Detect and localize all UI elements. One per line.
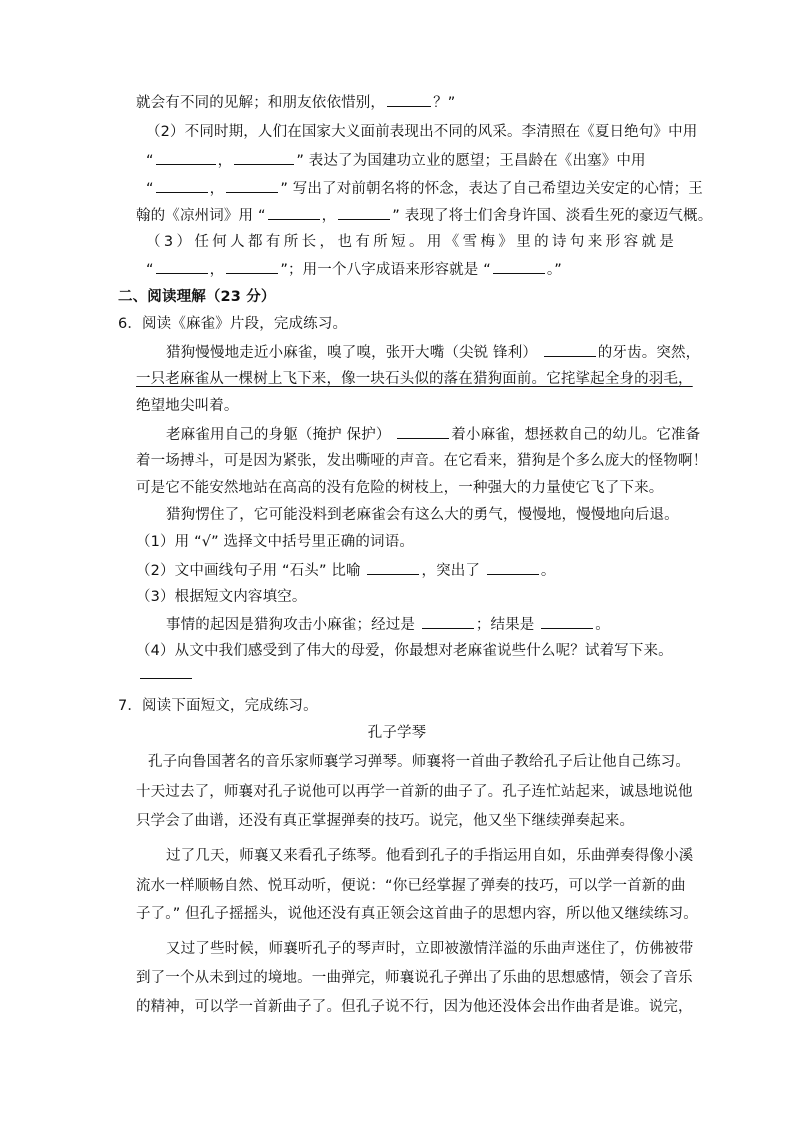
sub-question-3: （3）任何人都有所长，也有所短。用《雪梅》里的诗句来形容就是 xyxy=(146,234,674,250)
answer-blank[interactable] xyxy=(387,92,431,107)
passage-line: 过了几天，师襄又来看孔子练琴。他看到孔子的手指运用自如，乐曲弹奏得像小溪 xyxy=(166,848,694,864)
answer-line-4 xyxy=(146,178,703,199)
passage-line: 又过了些时候，师襄听孔子的琴声时，立即被激情洋溢的乐曲声迷住了，仿佛被带 xyxy=(166,941,694,957)
answer-blank[interactable] xyxy=(487,560,539,575)
text: ” 表达了为国建功立业的愿望；王昌龄在《出塞》中用 xyxy=(296,153,646,169)
answer-blank[interactable] xyxy=(544,342,596,357)
text: 。 xyxy=(595,617,610,633)
passage-line xyxy=(166,424,700,445)
fill-line xyxy=(166,614,610,635)
answer-blank[interactable] xyxy=(156,259,208,274)
answer-line-7 xyxy=(146,259,562,280)
text: ” 表现了将士们舍身许国、淡看生死的豪迈气概。 xyxy=(392,208,713,224)
passage-title: 孔子学琴 xyxy=(367,725,427,741)
text: 事情的起因是猎狗攻击小麻雀；经过是 xyxy=(166,617,416,633)
answer-line-3 xyxy=(146,150,646,171)
passage-line: 绝望地尖叫着。 xyxy=(136,398,239,414)
answer-blank[interactable] xyxy=(226,178,278,193)
text: ”；用一个八字成语来形容就是 “ xyxy=(280,262,491,278)
text: ？” xyxy=(433,95,456,111)
answer-blank[interactable] xyxy=(338,205,390,220)
question-7: 7．阅读下面短文，完成练习。 xyxy=(118,698,318,714)
text: 着小麻雀，想拯救自己的幼儿。它准备 xyxy=(451,427,701,443)
text: 翰的《凉州词》用 “ xyxy=(136,208,266,224)
text: “ xyxy=(146,181,154,197)
sub-question-2: （2）不同时期，人们在国家大义面前表现出不同的风采。李清照在《夏日绝句》中用 xyxy=(146,124,698,140)
passage-line: 流水一样顺畅自然、悦耳动听，便说：“你已经掌握了弹奏的技巧，可以学一首新的曲 xyxy=(136,878,686,894)
answer-line-5 xyxy=(136,205,712,226)
text: “ xyxy=(146,153,154,169)
passage-line: 到了一个从未到过的境地。一曲弹完，师襄说孔子弹出了乐曲的思想感情，领会了音乐 xyxy=(136,970,693,986)
text: 。 xyxy=(540,563,556,579)
text: 猎狗慢慢地走近小麻雀，嗅了嗅，张开大嘴（尖锐 锋利） xyxy=(166,345,538,361)
answer-blank[interactable] xyxy=(140,664,192,679)
text: ， xyxy=(321,208,337,224)
answer-blank[interactable] xyxy=(397,424,449,439)
sub-question-6-1: （1）用 “√” 选择文中括号里正确的词语。 xyxy=(136,534,415,550)
text: 就会有不同的见解；和朋友依依惜别， xyxy=(136,95,386,111)
answer-blank[interactable] xyxy=(493,259,545,274)
text: “ xyxy=(146,262,154,278)
answer-line-blank xyxy=(138,664,194,685)
passage-line: 只学会了曲谱，还没有真正掌握弹奏的技巧。说完，他又坐下继续弹奏起来。 xyxy=(136,813,635,829)
passage-line: 的精神，可以学一首新曲子了。但孔子说不行，因为他还没体会出作曲者是谁。说完， xyxy=(136,999,693,1015)
answer-blank[interactable] xyxy=(234,150,294,165)
answer-blank[interactable] xyxy=(422,614,474,629)
answer-blank[interactable] xyxy=(268,205,320,220)
text: 老麻雀用自己的身躯（掩护 保护） xyxy=(166,427,391,443)
text: （2）文中画线句子用 “石头” 比喻 xyxy=(136,563,361,579)
section-heading: 二、阅读理解（23 分） xyxy=(118,289,276,305)
passage-line: 十天过去了，师襄对孔子说他可以再学一首新的曲子了。孔子连忙站起来，诚恳地说他 xyxy=(136,784,693,800)
text: ， xyxy=(217,153,233,169)
answer-blank[interactable] xyxy=(541,614,593,629)
question-6: 6．阅读《麻雀》片段，完成练习。 xyxy=(118,316,348,332)
passage-line: 猎狗愣住了，它可能没料到老麻雀会有这么大的勇气，慢慢地，慢慢地向后退。 xyxy=(166,507,679,523)
passage-line: 可是它不能安然地站在高高的没有危险的树枝上，一种强大的力量使它飞了下来。 xyxy=(136,480,664,496)
text: 。” xyxy=(546,262,562,278)
answer-blank[interactable] xyxy=(367,560,419,575)
text: ” 写出了对前朝名将的怀念，表达了自己希望边关安定的心情；王 xyxy=(280,181,703,197)
answer-line-1 xyxy=(136,92,455,113)
sub-question-6-3: （3）根据短文内容填空。 xyxy=(136,589,307,605)
answer-blank[interactable] xyxy=(156,178,208,193)
answer-blank[interactable] xyxy=(226,259,278,274)
answer-blank[interactable] xyxy=(156,150,216,165)
passage-line xyxy=(166,342,700,363)
text: ，突出了 xyxy=(421,563,481,579)
sub-question-6-2 xyxy=(136,560,555,581)
text: ， xyxy=(209,181,225,197)
text: 的牙齿。突然， xyxy=(597,345,701,361)
text: ；结果是 xyxy=(475,617,535,633)
underlined-sentence: 一只老麻雀从一棵树上飞下来，像一块石头似的落在猎狗面前。它挓挲起全身的羽毛， xyxy=(136,371,693,387)
passage-line: 子了。” 但孔子摇摇头，说他还没有真正领会这首曲子的思想内容，所以他又继续练习。 xyxy=(136,906,698,922)
passage-line: 着一场搏斗，可是因为紧张，发出嘶哑的声音。在它看来，猎狗是个多么庞大的怪物啊！ xyxy=(136,453,708,469)
text: ， xyxy=(209,262,225,278)
passage-line: 孔子向鲁国著名的音乐家师襄学习弹琴。师襄将一首曲子教给孔子后让他自己练习。 xyxy=(148,754,691,770)
sub-question-6-4: （4）从文中我们感受到了伟大的母爱，你最想对老麻雀说些什么呢？试着写下来。 xyxy=(136,643,673,659)
